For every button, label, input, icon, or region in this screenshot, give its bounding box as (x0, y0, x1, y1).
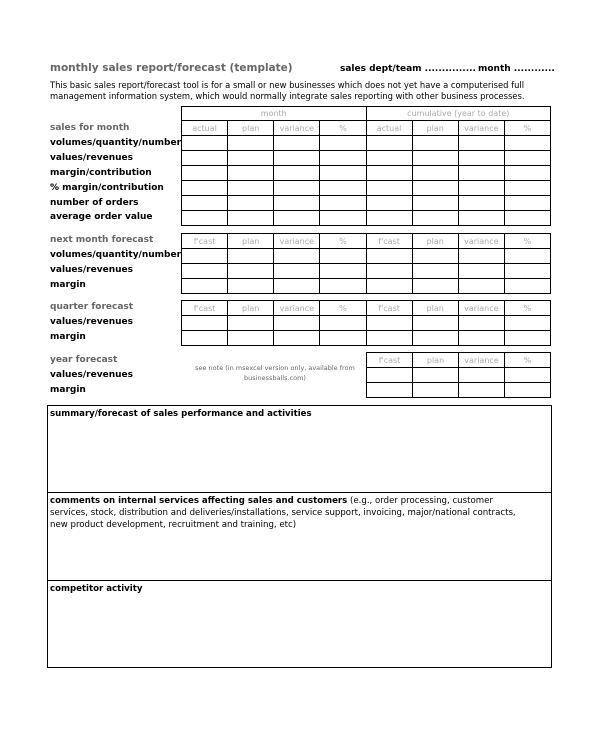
summary-box[interactable] (47, 405, 552, 493)
row-label: values/revenues (50, 317, 133, 327)
row-label: values/revenues (50, 153, 133, 163)
row-label: margin (50, 385, 86, 395)
col-header: f'cast (182, 234, 228, 249)
quarter-heading: quarter forecast (50, 302, 134, 312)
table-row (367, 383, 551, 398)
table-row (182, 166, 551, 181)
table-row (182, 136, 551, 151)
summary-heading: summary/forecast of sales performance and activities (50, 409, 312, 419)
col-header: % (320, 121, 366, 136)
col-header: % (504, 121, 550, 136)
table-row (182, 196, 551, 211)
year-table (366, 352, 551, 398)
table-row (182, 331, 551, 346)
group-header-cumulative: cumulative (year to date) (366, 107, 551, 121)
col-header: f'cast (366, 234, 412, 249)
row-label: margin/contribution (50, 168, 152, 178)
col-header: actual (182, 121, 228, 136)
row-label: values/revenues (50, 265, 133, 275)
col-header: variance (458, 234, 504, 249)
page-title: monthly sales report/forecast (template) (50, 62, 293, 74)
col-header: variance (274, 121, 320, 136)
table-row (182, 249, 551, 264)
col-header: % (504, 301, 550, 316)
row-label: % margin/contribution (50, 183, 164, 193)
col-header: % (320, 301, 366, 316)
table-row (367, 368, 551, 383)
col-header: plan (228, 301, 274, 316)
sales-for-month-table (181, 106, 551, 226)
col-header: plan (412, 234, 458, 249)
comments-description: (e.g., order processing, customer services, stock, distribution and deliveries/installations, service support, invoicing, major/national contracts, new product development, recruitment and training, etc) (50, 496, 516, 530)
col-header: plan (413, 353, 459, 368)
competitor-box[interactable] (47, 580, 552, 668)
table-row (182, 151, 551, 166)
year-note: see note (in msexcel version only, available from businessballs.com) (195, 364, 355, 382)
table-row (182, 316, 551, 331)
sales-for-month-heading: sales for month (50, 123, 130, 133)
quarter-table (181, 300, 551, 346)
col-header: variance (274, 301, 320, 316)
row-label: margin (50, 280, 86, 290)
col-header: f'cast (366, 301, 412, 316)
table-row (182, 211, 551, 226)
row-label: margin (50, 332, 86, 342)
table-row (182, 181, 551, 196)
col-header: variance (459, 353, 505, 368)
row-label: average order value (50, 212, 153, 222)
col-header: plan (228, 234, 274, 249)
col-header: actual (366, 121, 412, 136)
competitor-heading: competitor activity (50, 584, 143, 594)
col-header: variance (458, 121, 504, 136)
year-heading: year forecast (50, 355, 118, 365)
col-header: variance (274, 234, 320, 249)
row-label: values/revenues (50, 370, 133, 380)
next-month-table (181, 233, 551, 294)
comments-heading: comments on internal services affecting sales and customers (50, 496, 348, 506)
next-month-heading: next month forecast (50, 235, 154, 245)
col-header: plan (412, 301, 458, 316)
intro-text: This basic sales report/forecast tool is for a small or new businesses which does not yet have a computerised full management information system, which would normally integrate sales reporting with other business processes. (50, 80, 525, 101)
col-header: variance (458, 301, 504, 316)
comments-box[interactable] (47, 492, 552, 581)
sales-dept-field: sales dept/team ............... (340, 64, 476, 74)
group-header-month: month (182, 107, 367, 121)
col-header: f'cast (367, 353, 413, 368)
table-row (182, 264, 551, 279)
col-header: plan (412, 121, 458, 136)
col-header: plan (228, 121, 274, 136)
col-header: % (320, 234, 366, 249)
col-header: f'cast (182, 301, 228, 316)
month-field: month ............ (478, 64, 555, 74)
row-label: volumes/quantity/number (50, 138, 182, 148)
col-header: % (505, 353, 551, 368)
row-label: number of orders (50, 198, 139, 208)
row-label: volumes/quantity/number (50, 250, 182, 260)
table-row (182, 279, 551, 294)
col-header: % (504, 234, 550, 249)
